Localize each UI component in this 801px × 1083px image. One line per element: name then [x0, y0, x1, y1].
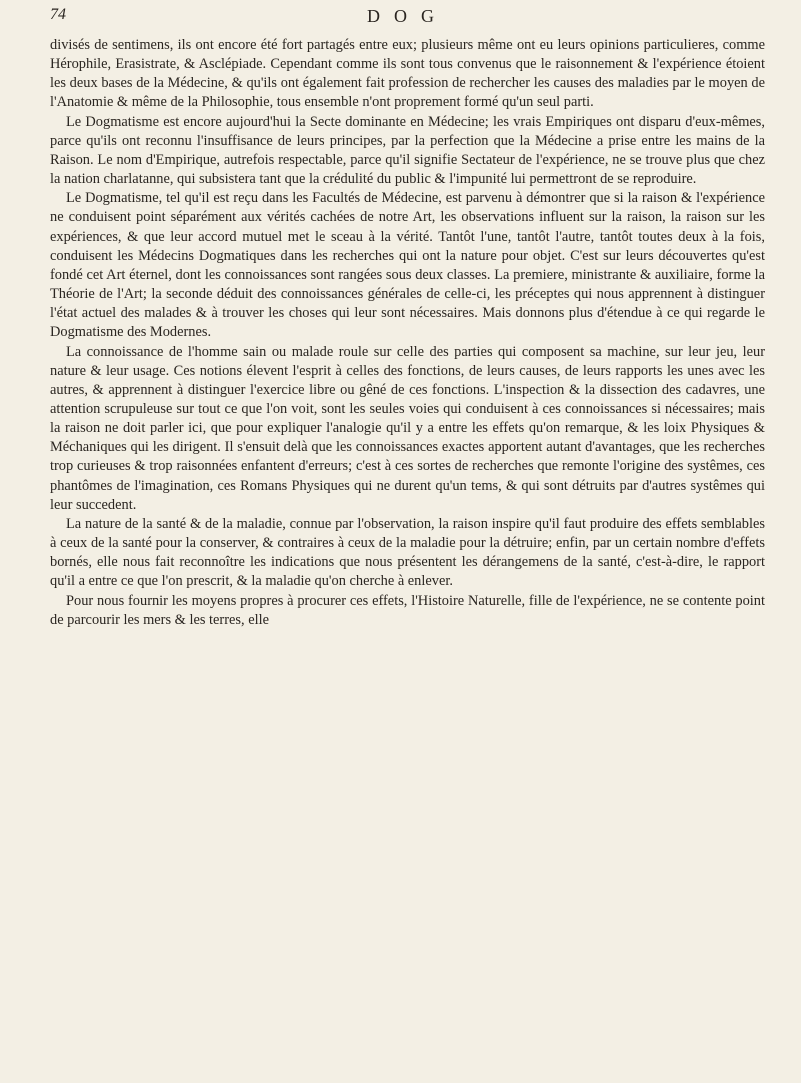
paragraph-6: Pour nous fournir les moyens propres à procurer ces effets, l'Histoire Naturelle, fille de l'expérience, ne se contente point de parcourir les mers & les terres, elle: [50, 592, 765, 628]
paragraph-1: divisés de sentimens, ils ont encore été fort partagés entre eux; plusieurs même ont eu leurs opinions particulieres, comme Hérophile, Erasistrate, & Asclépiade. Cependant comme ils sont tous convenus que le raisonnement & l'expérience étoient les deux bases de la Médecine, & qu'ils ont également fait profession de rechercher les causes des maladies par le moyen de l'Anatomie & même de la Philosophie, tous ensemble n'ont proprement formé qu'un seul parti.: [50, 37, 765, 111]
page-header: [50, 6, 765, 36]
page-number: 74: [50, 6, 66, 23]
paragraph-5: La nature de la santé & de la maladie, connue par l'observation, la raison inspire qu'il faut produire des effets semblables à ceux de la santé pour la conserver, & contraires à ceux de la maladie pour la détruire; enfin, par un certain nombre d'effets bornés, elle nous fait reconnoître les indications que nous présentent les dérangemens de la santé, c'est-à-dire, le rapport qu'il a entre ce que l'on prescrit, & la maladie qu'on cherche à enlever.: [50, 515, 765, 590]
running-head: DOG: [367, 6, 448, 26]
paragraph-2: Le Dogmatisme est encore aujourd'hui la Secte dominante en Médecine; les vrais Empiriques ont disparu d'eux-mêmes, parce qu'ils ont reconnu l'insuffisance de leurs principes, par la perfection que la Médecine a prise entre les mains de la Raison. Le nom d'Empirique, autrefois respectable, parce qu'il signifie Sectateur de l'expérience, ne se trouve plus que chez la nation charlatanne, qui subsistera tant que la crédulité du public & l'impunité lui permettront de se reproduire.: [50, 113, 765, 188]
body-text: [50, 36, 765, 630]
paragraph-3: Le Dogmatisme, tel qu'il est reçu dans les Facultés de Médecine, est parvenu à démontrer que si la raison & l'expérience ne conduisent point séparément aux vérités cachées de notre Art, les observations influent sur la raison, la raison sur les expériences, & que leur accord mutuel met le sceau à la vérité. Tantôt l'une, tantôt l'autre, tantôt toutes deux à la fois, conduisent les Médecins Dogmatiques dans les recherches qui ont la nature pour objet. C'est sur leurs découvertes qu'est fondé cet Art éternel, dont les connoissances sont rangées sous deux classes. La premiere, ministrante & auxiliaire, forme la Théorie de l'Art; la seconde déduit des connoissances générales de celle-ci, les préceptes qui nous apprennent à distinguer l'état actuel des malades & à trouver les choses qui leur sont nécessaires. Mais donnons plus d'étendue à ce qui regarde le Dogmatisme des Modernes.: [50, 190, 765, 341]
paragraph-4: La connoissance de l'homme sain ou malade roule sur celle des parties qui composent sa machine, sur leur jeu, leur nature & leur usage. Ces notions élevent l'esprit à celles des fonctions, de leurs causes, de leurs rapports les unes avec les autres, & apprennent à distinguer l'exercice libre ou gêné de ces fonctions. L'inspection & la dissection des cadavres, une attention scrupuleuse sur tout ce que l'on voit, sont les seules voies qui conduisent à ces connoissances si nécessaires; mais la raison ne doit parler ici, que pour expliquer l'analogie qu'il y a entre les effets qu'on remarque, & les loix Physiques & Méchaniques qui les dirigent. Il s'ensuit delà que les connoissances exactes apportent autant d'avantages, que les recherches trop curieuses & trop raisonnées enfantent d'erreurs; c'est à ces sortes de recherches que remonte l'origine des systêmes, ces phantômes de l'imagination, ces Romans Physiques qui ne durent qu'un tems, & qui sont détruits par d'autres systêmes qui leur succedent.: [50, 343, 765, 513]
